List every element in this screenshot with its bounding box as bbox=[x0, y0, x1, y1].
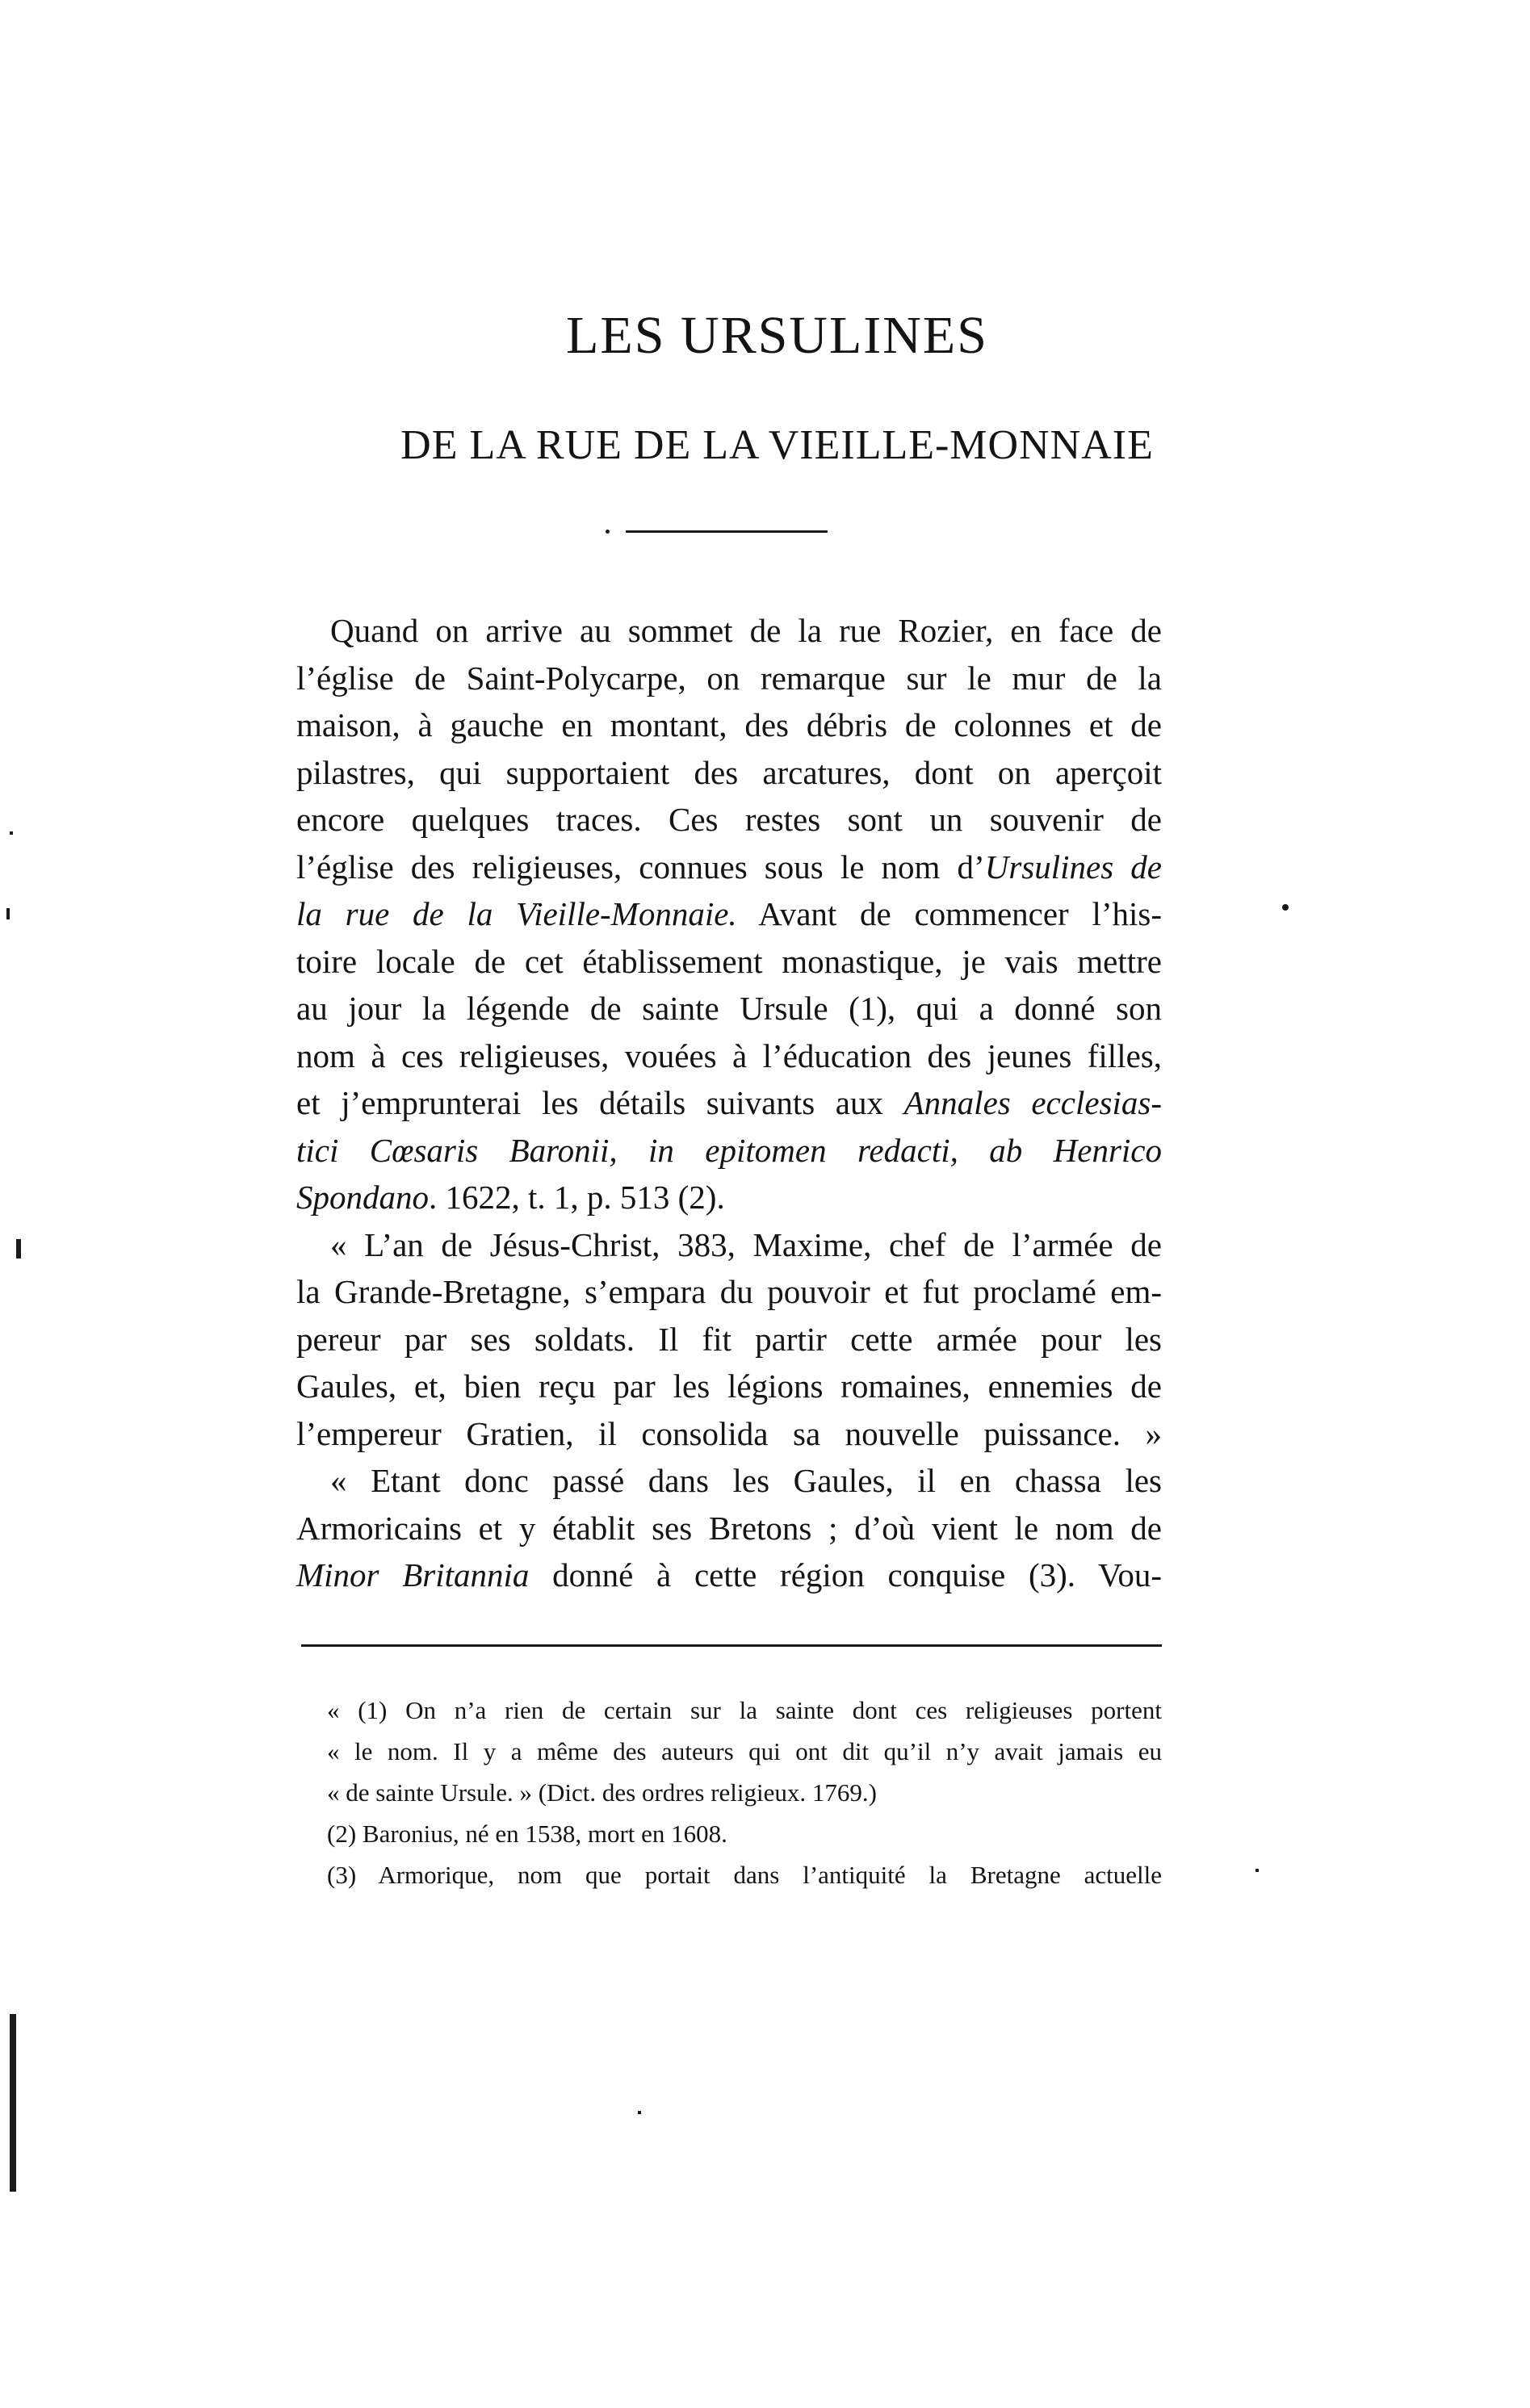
text-line: maison, à gauche en montant, des débris de colonnes et de bbox=[296, 706, 1162, 743]
text-run: . 1622, t. 1, p. 513 (2). bbox=[429, 1179, 725, 1216]
scan-speck bbox=[16, 1239, 21, 1258]
text-line: Armoricains et y établit ses Bretons ; d’où vient le nom de bbox=[296, 1509, 1162, 1547]
footnote-line: « le nom. Il y a même des auteurs qui ont dit qu’il n’y avait jamais eu bbox=[327, 1737, 1162, 1765]
scan-edge-mark bbox=[10, 2014, 16, 2192]
footnote-line: « (1) On n’a rien de certain sur la sainte dont ces religieuses portent bbox=[327, 1696, 1162, 1724]
text-run: donné à cette région conquise (3). Vou- bbox=[529, 1556, 1162, 1593]
italic-run: Spondano bbox=[296, 1179, 429, 1216]
italic-run: Ursulines de bbox=[984, 848, 1163, 886]
text-run: et j’emprunterai les détails suivants aux bbox=[296, 1084, 904, 1121]
text-line: Quand on arrive au sommet de la rue Rozier, en face de bbox=[330, 612, 1162, 649]
text-line: pereur par ses soldats. Il fit partir cette armée pour les bbox=[296, 1320, 1162, 1358]
text-line: pilastres, qui supportaient des arcatures, dont on aperçoit bbox=[296, 753, 1162, 791]
italic-run: tici Cœsaris Baronii, in epitomen redacti, ab Henrico bbox=[296, 1131, 1162, 1169]
text-line: « L’an de Jésus-Christ, 383, Maxime, chef de l’armée de bbox=[330, 1225, 1162, 1263]
text-line bbox=[296, 1174, 1162, 1221]
text-line: l’empereur Gratien, il consolida sa nouvelle puissance. » bbox=[296, 1414, 1162, 1452]
text-run: Avant de commencer l’his- bbox=[736, 895, 1162, 932]
title-rule bbox=[626, 530, 828, 533]
scan-speck bbox=[1282, 904, 1289, 911]
text-line bbox=[296, 1079, 1162, 1127]
footnote-rule bbox=[301, 1644, 1162, 1647]
body-text bbox=[296, 607, 1162, 1599]
text-line bbox=[296, 1127, 1162, 1175]
chapter-subtitle: DE LA RUE DE LA VIEILLE-MONNAIE bbox=[400, 422, 1154, 468]
scan-speck bbox=[6, 908, 10, 919]
text-line: Gaules, et, bien reçu par les légions romaines, ennemies de bbox=[296, 1367, 1162, 1405]
text-line bbox=[296, 1552, 1162, 1599]
text-line: nom à ces religieuses, vouées à l’éducation des jeunes filles, bbox=[296, 1036, 1162, 1074]
chapter-title: LES URSULINES bbox=[566, 306, 988, 365]
scan-speck bbox=[1255, 1869, 1259, 1872]
scan-speck bbox=[10, 831, 13, 835]
title-ornament-dot bbox=[606, 530, 610, 534]
text-line: « Etant donc passé dans les Gaules, il en chassa les bbox=[330, 1462, 1162, 1499]
italic-run: Minor Britannia bbox=[296, 1556, 530, 1593]
text-line: toire locale de cet établissement monastique, je vais mettre bbox=[296, 942, 1162, 980]
text-line bbox=[296, 890, 1162, 938]
text-line: l’église de Saint-Polycarpe, on remarque sur le mur de la bbox=[296, 659, 1162, 697]
text-run: l’église des religieuses, connues sous le nom d’ bbox=[296, 848, 985, 886]
text-line: la Grande-Bretagne, s’empara du pouvoir et fut proclamé em- bbox=[296, 1273, 1162, 1310]
footnotes bbox=[327, 1690, 1162, 1895]
footnote-line: (2) Baronius, né en 1538, mort en 1608. bbox=[327, 1820, 727, 1848]
footnote-line: (3) Armorique, nom que portait dans l’antiquité la Bretagne actuelle bbox=[327, 1861, 1162, 1889]
scan-speck bbox=[638, 2111, 641, 2114]
text-line bbox=[296, 844, 1162, 891]
text-line: encore quelques traces. Ces restes sont un souvenir de bbox=[296, 801, 1162, 838]
italic-run: Annales ecclesias- bbox=[903, 1084, 1162, 1121]
italic-run: la rue de la Vieille-Monnaie. bbox=[296, 895, 737, 932]
footnote-line: « de sainte Ursule. » (Dict. des ordres religieux. 1769.) bbox=[327, 1778, 877, 1807]
text-line: au jour la légende de sainte Ursule (1), qui a donné son bbox=[296, 990, 1162, 1027]
